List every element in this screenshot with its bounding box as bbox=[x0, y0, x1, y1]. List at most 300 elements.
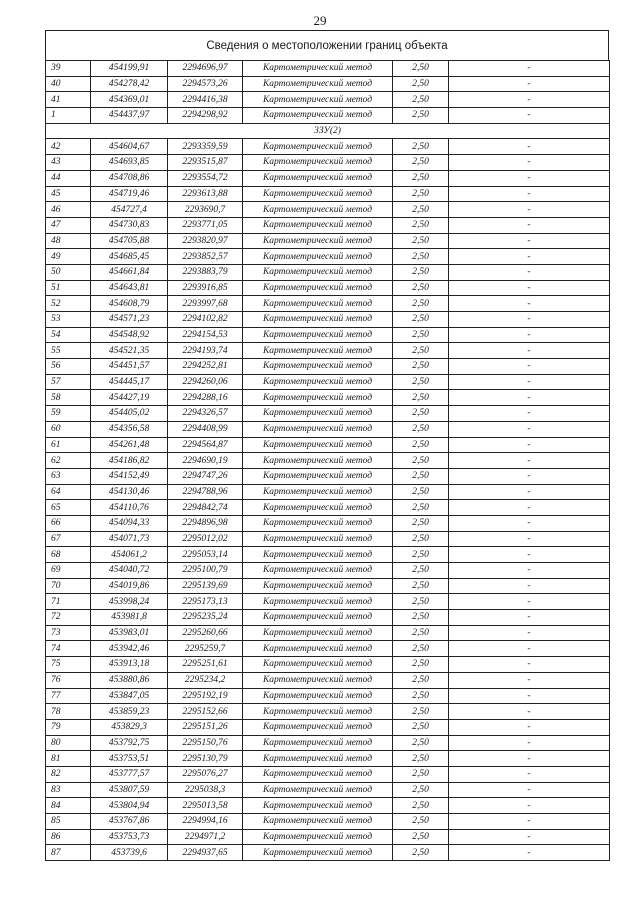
method-cell: Картометрический метод bbox=[243, 453, 393, 469]
table-row bbox=[46, 704, 610, 720]
point-number-cell: 59 bbox=[46, 406, 91, 422]
accuracy-cell: 2,50 bbox=[393, 484, 449, 500]
accuracy-cell: 2,50 bbox=[393, 264, 449, 280]
point-number-cell: 52 bbox=[46, 296, 91, 312]
method-cell: Картометрический метод bbox=[243, 719, 393, 735]
method-cell: Картометрический метод bbox=[243, 531, 393, 547]
method-cell: Картометрический метод bbox=[243, 515, 393, 531]
point-number-cell: 45 bbox=[46, 186, 91, 202]
y-coordinate-cell: 2293613,88 bbox=[168, 186, 243, 202]
x-coordinate-cell: 454730,83 bbox=[91, 217, 168, 233]
point-number-cell: 47 bbox=[46, 217, 91, 233]
method-cell: Картометрический метод bbox=[243, 484, 393, 500]
table-row bbox=[46, 500, 610, 516]
note-cell: - bbox=[449, 704, 610, 720]
accuracy-cell: 2,50 bbox=[393, 641, 449, 657]
method-cell: Картометрический метод bbox=[243, 92, 393, 108]
table-row bbox=[46, 406, 610, 422]
method-cell: Картометрический метод bbox=[243, 312, 393, 328]
y-coordinate-cell: 2294696,97 bbox=[168, 61, 243, 77]
note-cell: - bbox=[449, 437, 610, 453]
point-number-cell: 61 bbox=[46, 437, 91, 453]
y-coordinate-cell: 2294260,06 bbox=[168, 374, 243, 390]
y-coordinate-cell: 2295251,61 bbox=[168, 657, 243, 673]
note-cell: - bbox=[449, 76, 610, 92]
y-coordinate-cell: 2295139,69 bbox=[168, 578, 243, 594]
accuracy-cell: 2,50 bbox=[393, 594, 449, 610]
table-row bbox=[46, 782, 610, 798]
table-title: Сведения о местоположении границ объекта bbox=[45, 30, 609, 60]
y-coordinate-cell: 2295053,14 bbox=[168, 547, 243, 563]
method-cell: Картометрический метод bbox=[243, 374, 393, 390]
accuracy-cell: 2,50 bbox=[393, 531, 449, 547]
point-number-cell: 58 bbox=[46, 390, 91, 406]
table-row bbox=[46, 641, 610, 657]
note-cell: - bbox=[449, 249, 610, 265]
point-number-cell: 70 bbox=[46, 578, 91, 594]
table-row bbox=[46, 374, 610, 390]
method-cell: Картометрический метод bbox=[243, 468, 393, 484]
accuracy-cell: 2,50 bbox=[393, 814, 449, 830]
method-cell: Картометрический метод bbox=[243, 249, 393, 265]
y-coordinate-cell: 2295151,26 bbox=[168, 719, 243, 735]
method-cell: Картометрический метод bbox=[243, 704, 393, 720]
x-coordinate-cell: 454437,97 bbox=[91, 108, 168, 124]
y-coordinate-cell: 2293997,68 bbox=[168, 296, 243, 312]
point-number-cell: 67 bbox=[46, 531, 91, 547]
table-row bbox=[46, 76, 610, 92]
coordinates-table bbox=[45, 60, 610, 861]
accuracy-cell: 2,50 bbox=[393, 202, 449, 218]
note-cell: - bbox=[449, 155, 610, 171]
table-row bbox=[46, 170, 610, 186]
accuracy-cell: 2,50 bbox=[393, 704, 449, 720]
method-cell: Картометрический метод bbox=[243, 61, 393, 77]
note-cell: - bbox=[449, 641, 610, 657]
y-coordinate-cell: 2295260,66 bbox=[168, 625, 243, 641]
accuracy-cell: 2,50 bbox=[393, 610, 449, 626]
table-row bbox=[46, 625, 610, 641]
method-cell: Картометрический метод bbox=[243, 766, 393, 782]
point-number-cell: 57 bbox=[46, 374, 91, 390]
method-cell: Картометрический метод bbox=[243, 798, 393, 814]
accuracy-cell: 2,50 bbox=[393, 625, 449, 641]
accuracy-cell: 2,50 bbox=[393, 186, 449, 202]
y-coordinate-cell: 2294971,2 bbox=[168, 829, 243, 845]
table-row bbox=[46, 280, 610, 296]
note-cell: - bbox=[449, 312, 610, 328]
table-row bbox=[46, 217, 610, 233]
table-row bbox=[46, 343, 610, 359]
table-row bbox=[46, 766, 610, 782]
accuracy-cell: 2,50 bbox=[393, 751, 449, 767]
point-number-cell: 66 bbox=[46, 515, 91, 531]
accuracy-cell: 2,50 bbox=[393, 782, 449, 798]
accuracy-cell: 2,50 bbox=[393, 343, 449, 359]
table-row bbox=[46, 453, 610, 469]
x-coordinate-cell: 454261,48 bbox=[91, 437, 168, 453]
x-coordinate-cell: 454019,86 bbox=[91, 578, 168, 594]
x-coordinate-cell: 453942,46 bbox=[91, 641, 168, 657]
method-cell: Картометрический метод bbox=[243, 610, 393, 626]
x-coordinate-cell: 453792,75 bbox=[91, 735, 168, 751]
point-number-cell: 69 bbox=[46, 563, 91, 579]
note-cell: - bbox=[449, 766, 610, 782]
x-coordinate-cell: 454405,02 bbox=[91, 406, 168, 422]
note-cell: - bbox=[449, 390, 610, 406]
coordinates-table-body bbox=[46, 61, 610, 861]
method-cell: Картометрический метод bbox=[243, 845, 393, 861]
accuracy-cell: 2,50 bbox=[393, 845, 449, 861]
note-cell: - bbox=[449, 657, 610, 673]
note-cell: - bbox=[449, 563, 610, 579]
method-cell: Картометрический метод bbox=[243, 751, 393, 767]
table-row bbox=[46, 264, 610, 280]
point-number-cell: 83 bbox=[46, 782, 91, 798]
point-number-cell: 64 bbox=[46, 484, 91, 500]
note-cell: - bbox=[449, 186, 610, 202]
note-cell: - bbox=[449, 751, 610, 767]
x-coordinate-cell: 454451,57 bbox=[91, 359, 168, 375]
method-cell: Картометрический метод bbox=[243, 735, 393, 751]
x-coordinate-cell: 454708,86 bbox=[91, 170, 168, 186]
point-number-cell: 76 bbox=[46, 672, 91, 688]
point-number-cell: 73 bbox=[46, 625, 91, 641]
note-cell: - bbox=[449, 672, 610, 688]
accuracy-cell: 2,50 bbox=[393, 547, 449, 563]
method-cell: Картометрический метод bbox=[243, 782, 393, 798]
table-row bbox=[46, 515, 610, 531]
note-cell: - bbox=[449, 578, 610, 594]
x-coordinate-cell: 454061,2 bbox=[91, 547, 168, 563]
accuracy-cell: 2,50 bbox=[393, 312, 449, 328]
point-number-cell: 80 bbox=[46, 735, 91, 751]
method-cell: Картометрический метод bbox=[243, 390, 393, 406]
point-number-cell: 84 bbox=[46, 798, 91, 814]
note-cell: - bbox=[449, 719, 610, 735]
x-coordinate-cell: 454685,45 bbox=[91, 249, 168, 265]
x-coordinate-cell: 453983,01 bbox=[91, 625, 168, 641]
note-cell: - bbox=[449, 202, 610, 218]
point-number-cell: 54 bbox=[46, 327, 91, 343]
y-coordinate-cell: 2293852,57 bbox=[168, 249, 243, 265]
method-cell: Картометрический метод bbox=[243, 421, 393, 437]
accuracy-cell: 2,50 bbox=[393, 92, 449, 108]
note-cell: - bbox=[449, 296, 610, 312]
accuracy-cell: 2,50 bbox=[393, 296, 449, 312]
point-number-cell: 68 bbox=[46, 547, 91, 563]
method-cell: Картометрический метод bbox=[243, 296, 393, 312]
method-cell: Картометрический метод bbox=[243, 829, 393, 845]
y-coordinate-cell: 2294842,74 bbox=[168, 500, 243, 516]
point-number-cell: 79 bbox=[46, 719, 91, 735]
table-row bbox=[46, 327, 610, 343]
x-coordinate-cell: 454643,81 bbox=[91, 280, 168, 296]
y-coordinate-cell: 2294994,16 bbox=[168, 814, 243, 830]
method-cell: Картометрический метод bbox=[243, 500, 393, 516]
table-row bbox=[46, 672, 610, 688]
method-cell: Картометрический метод bbox=[243, 155, 393, 171]
y-coordinate-cell: 2294408,99 bbox=[168, 421, 243, 437]
y-coordinate-cell: 2295038,3 bbox=[168, 782, 243, 798]
point-number-cell: 78 bbox=[46, 704, 91, 720]
y-coordinate-cell: 2295130,79 bbox=[168, 751, 243, 767]
method-cell: Картометрический метод bbox=[243, 280, 393, 296]
x-coordinate-cell: 454548,92 bbox=[91, 327, 168, 343]
x-coordinate-cell: 454693,85 bbox=[91, 155, 168, 171]
point-number-cell: 62 bbox=[46, 453, 91, 469]
note-cell: - bbox=[449, 280, 610, 296]
method-cell: Картометрический метод bbox=[243, 547, 393, 563]
note-cell: - bbox=[449, 610, 610, 626]
x-coordinate-cell: 454152,49 bbox=[91, 468, 168, 484]
point-number-cell: 75 bbox=[46, 657, 91, 673]
method-cell: Картометрический метод bbox=[243, 343, 393, 359]
y-coordinate-cell: 2295234,2 bbox=[168, 672, 243, 688]
table-row bbox=[46, 202, 610, 218]
accuracy-cell: 2,50 bbox=[393, 657, 449, 673]
point-number-cell: 71 bbox=[46, 594, 91, 610]
accuracy-cell: 2,50 bbox=[393, 437, 449, 453]
y-coordinate-cell: 2294690,19 bbox=[168, 453, 243, 469]
table-row bbox=[46, 719, 610, 735]
accuracy-cell: 2,50 bbox=[393, 390, 449, 406]
x-coordinate-cell: 454130,46 bbox=[91, 484, 168, 500]
accuracy-cell: 2,50 bbox=[393, 155, 449, 171]
note-cell: - bbox=[449, 829, 610, 845]
y-coordinate-cell: 2294937,65 bbox=[168, 845, 243, 861]
y-coordinate-cell: 2293690,7 bbox=[168, 202, 243, 218]
table-row bbox=[46, 484, 610, 500]
point-number-cell: 48 bbox=[46, 233, 91, 249]
accuracy-cell: 2,50 bbox=[393, 672, 449, 688]
accuracy-cell: 2,50 bbox=[393, 233, 449, 249]
y-coordinate-cell: 2294788,96 bbox=[168, 484, 243, 500]
method-cell: Картометрический метод bbox=[243, 641, 393, 657]
x-coordinate-cell: 454727,4 bbox=[91, 202, 168, 218]
x-coordinate-cell: 453847,05 bbox=[91, 688, 168, 704]
x-coordinate-cell: 453829,3 bbox=[91, 719, 168, 735]
table-row bbox=[46, 657, 610, 673]
x-coordinate-cell: 454186,82 bbox=[91, 453, 168, 469]
point-number-cell: 55 bbox=[46, 343, 91, 359]
accuracy-cell: 2,50 bbox=[393, 766, 449, 782]
table-row bbox=[46, 751, 610, 767]
note-cell: - bbox=[449, 845, 610, 861]
method-cell: Картометрический метод bbox=[243, 359, 393, 375]
table-row bbox=[46, 296, 610, 312]
point-number-cell: 81 bbox=[46, 751, 91, 767]
point-number-cell: 49 bbox=[46, 249, 91, 265]
method-cell: Картометрический метод bbox=[243, 233, 393, 249]
point-number-cell: 39 bbox=[46, 61, 91, 77]
table-row bbox=[46, 390, 610, 406]
point-number-cell: 85 bbox=[46, 814, 91, 830]
note-cell: - bbox=[449, 374, 610, 390]
point-number-cell: 87 bbox=[46, 845, 91, 861]
x-coordinate-cell: 453998,24 bbox=[91, 594, 168, 610]
boundary-document bbox=[45, 30, 609, 861]
accuracy-cell: 2,50 bbox=[393, 61, 449, 77]
note-cell: - bbox=[449, 468, 610, 484]
y-coordinate-cell: 2295012,02 bbox=[168, 531, 243, 547]
y-coordinate-cell: 2294564,87 bbox=[168, 437, 243, 453]
note-cell: - bbox=[449, 359, 610, 375]
point-number-cell: 46 bbox=[46, 202, 91, 218]
note-cell: - bbox=[449, 531, 610, 547]
x-coordinate-cell: 453767,86 bbox=[91, 814, 168, 830]
y-coordinate-cell: 2293771,05 bbox=[168, 217, 243, 233]
note-cell: - bbox=[449, 782, 610, 798]
y-coordinate-cell: 2295259,7 bbox=[168, 641, 243, 657]
note-cell: - bbox=[449, 735, 610, 751]
point-number-cell: 41 bbox=[46, 92, 91, 108]
x-coordinate-cell: 454356,58 bbox=[91, 421, 168, 437]
method-cell: Картометрический метод bbox=[243, 202, 393, 218]
accuracy-cell: 2,50 bbox=[393, 280, 449, 296]
note-cell: - bbox=[449, 547, 610, 563]
method-cell: Картометрический метод bbox=[243, 76, 393, 92]
note-cell: - bbox=[449, 688, 610, 704]
point-number-cell: 53 bbox=[46, 312, 91, 328]
y-coordinate-cell: 2295013,58 bbox=[168, 798, 243, 814]
x-coordinate-cell: 454719,46 bbox=[91, 186, 168, 202]
y-coordinate-cell: 2294154,53 bbox=[168, 327, 243, 343]
x-coordinate-cell: 454604,67 bbox=[91, 139, 168, 155]
table-row bbox=[46, 155, 610, 171]
point-number-cell: 77 bbox=[46, 688, 91, 704]
note-cell: - bbox=[449, 92, 610, 108]
x-coordinate-cell: 454521,35 bbox=[91, 343, 168, 359]
point-number-cell: 65 bbox=[46, 500, 91, 516]
point-number-cell: 72 bbox=[46, 610, 91, 626]
point-number-cell: 40 bbox=[46, 76, 91, 92]
accuracy-cell: 2,50 bbox=[393, 515, 449, 531]
accuracy-cell: 2,50 bbox=[393, 374, 449, 390]
method-cell: Картометрический метод bbox=[243, 688, 393, 704]
table-row bbox=[46, 139, 610, 155]
x-coordinate-cell: 454094,33 bbox=[91, 515, 168, 531]
method-cell: Картометрический метод bbox=[243, 327, 393, 343]
y-coordinate-cell: 2295150,76 bbox=[168, 735, 243, 751]
y-coordinate-cell: 2293515,87 bbox=[168, 155, 243, 171]
table-row bbox=[46, 798, 610, 814]
y-coordinate-cell: 2293883,79 bbox=[168, 264, 243, 280]
accuracy-cell: 2,50 bbox=[393, 249, 449, 265]
note-cell: - bbox=[449, 61, 610, 77]
accuracy-cell: 2,50 bbox=[393, 217, 449, 233]
x-coordinate-cell: 453753,73 bbox=[91, 829, 168, 845]
accuracy-cell: 2,50 bbox=[393, 421, 449, 437]
note-cell: - bbox=[449, 139, 610, 155]
table-row bbox=[46, 108, 610, 124]
note-cell: - bbox=[449, 453, 610, 469]
table-row bbox=[46, 92, 610, 108]
method-cell: Картометрический метод bbox=[243, 170, 393, 186]
x-coordinate-cell: 453913,18 bbox=[91, 657, 168, 673]
x-coordinate-cell: 454571,23 bbox=[91, 312, 168, 328]
table-row bbox=[46, 312, 610, 328]
table-row bbox=[46, 468, 610, 484]
x-coordinate-cell: 453739,6 bbox=[91, 845, 168, 861]
method-cell: Картометрический метод bbox=[243, 578, 393, 594]
accuracy-cell: 2,50 bbox=[393, 170, 449, 186]
x-coordinate-cell: 453753,51 bbox=[91, 751, 168, 767]
table-row bbox=[46, 829, 610, 845]
y-coordinate-cell: 2294193,74 bbox=[168, 343, 243, 359]
y-coordinate-cell: 2294252,81 bbox=[168, 359, 243, 375]
note-cell: - bbox=[449, 500, 610, 516]
x-coordinate-cell: 454110,76 bbox=[91, 500, 168, 516]
y-coordinate-cell: 2295192,19 bbox=[168, 688, 243, 704]
point-number-cell: 1 bbox=[46, 108, 91, 124]
accuracy-cell: 2,50 bbox=[393, 500, 449, 516]
table-row bbox=[46, 531, 610, 547]
note-cell: - bbox=[449, 233, 610, 249]
point-number-cell: 44 bbox=[46, 170, 91, 186]
note-cell: - bbox=[449, 515, 610, 531]
y-coordinate-cell: 2295100,79 bbox=[168, 563, 243, 579]
note-cell: - bbox=[449, 327, 610, 343]
table-row bbox=[46, 610, 610, 626]
point-number-cell: 42 bbox=[46, 139, 91, 155]
point-number-cell: 63 bbox=[46, 468, 91, 484]
table-row bbox=[46, 186, 610, 202]
x-coordinate-cell: 453777,57 bbox=[91, 766, 168, 782]
x-coordinate-cell: 453981,8 bbox=[91, 610, 168, 626]
y-coordinate-cell: 2294298,92 bbox=[168, 108, 243, 124]
method-cell: Картометрический метод bbox=[243, 139, 393, 155]
y-coordinate-cell: 2294416,38 bbox=[168, 92, 243, 108]
accuracy-cell: 2,50 bbox=[393, 578, 449, 594]
point-number-cell: 82 bbox=[46, 766, 91, 782]
note-cell: - bbox=[449, 406, 610, 422]
table-row bbox=[46, 437, 610, 453]
accuracy-cell: 2,50 bbox=[393, 829, 449, 845]
x-coordinate-cell: 453880,86 bbox=[91, 672, 168, 688]
table-row bbox=[46, 688, 610, 704]
x-coordinate-cell: 454608,79 bbox=[91, 296, 168, 312]
x-coordinate-cell: 454445,17 bbox=[91, 374, 168, 390]
x-coordinate-cell: 454369,01 bbox=[91, 92, 168, 108]
table-row bbox=[46, 421, 610, 437]
y-coordinate-cell: 2294326,57 bbox=[168, 406, 243, 422]
note-cell: - bbox=[449, 217, 610, 233]
accuracy-cell: 2,50 bbox=[393, 359, 449, 375]
x-coordinate-cell: 453859,23 bbox=[91, 704, 168, 720]
point-number-cell: 43 bbox=[46, 155, 91, 171]
x-coordinate-cell: 454661,84 bbox=[91, 264, 168, 280]
x-coordinate-cell: 454199,91 bbox=[91, 61, 168, 77]
y-coordinate-cell: 2295152,66 bbox=[168, 704, 243, 720]
note-cell: - bbox=[449, 108, 610, 124]
note-cell: - bbox=[449, 264, 610, 280]
table-row bbox=[46, 814, 610, 830]
table-row bbox=[46, 547, 610, 563]
table-row bbox=[46, 233, 610, 249]
section-label: 3ЗУ(2) bbox=[46, 123, 610, 139]
method-cell: Картометрический метод bbox=[243, 625, 393, 641]
method-cell: Картометрический метод bbox=[243, 672, 393, 688]
accuracy-cell: 2,50 bbox=[393, 108, 449, 124]
accuracy-cell: 2,50 bbox=[393, 453, 449, 469]
point-number-cell: 51 bbox=[46, 280, 91, 296]
method-cell: Картометрический метод bbox=[243, 406, 393, 422]
point-number-cell: 60 bbox=[46, 421, 91, 437]
method-cell: Картометрический метод bbox=[243, 814, 393, 830]
accuracy-cell: 2,50 bbox=[393, 563, 449, 579]
accuracy-cell: 2,50 bbox=[393, 327, 449, 343]
